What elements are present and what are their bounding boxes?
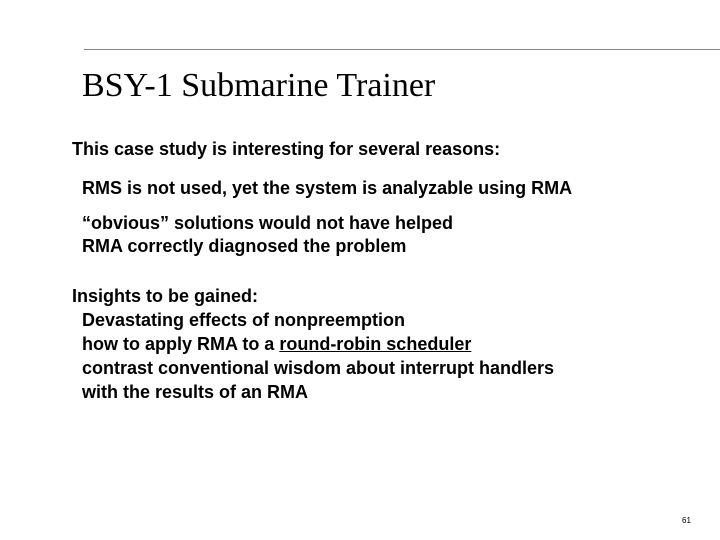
insight-item-prefix: how to apply RMA to a [82, 334, 280, 354]
reason-item: RMA correctly diagnosed the problem [82, 236, 407, 256]
page-number: 61 [682, 516, 691, 525]
slide-title: BSY-1 Submarine Trainer [82, 67, 436, 104]
round-robin-scheduler-term: round-robin scheduler [279, 334, 472, 354]
insight-item: contrast conventional wisdom about interrupt handlers [82, 358, 555, 378]
insights-heading: Insights to be gained: [72, 286, 259, 306]
insight-item: with the results of an RMA [82, 382, 309, 402]
intro-text: This case study is interesting for several reasons: [72, 139, 501, 159]
title-rule [84, 49, 720, 50]
insight-item [82, 333, 471, 355]
insight-item: Devastating effects of nonpreemption [82, 310, 406, 330]
reason-item: “obvious” solutions would not have helped [82, 213, 454, 233]
reason-item: RMS is not used, yet the system is analyzable using RMA [82, 178, 573, 198]
